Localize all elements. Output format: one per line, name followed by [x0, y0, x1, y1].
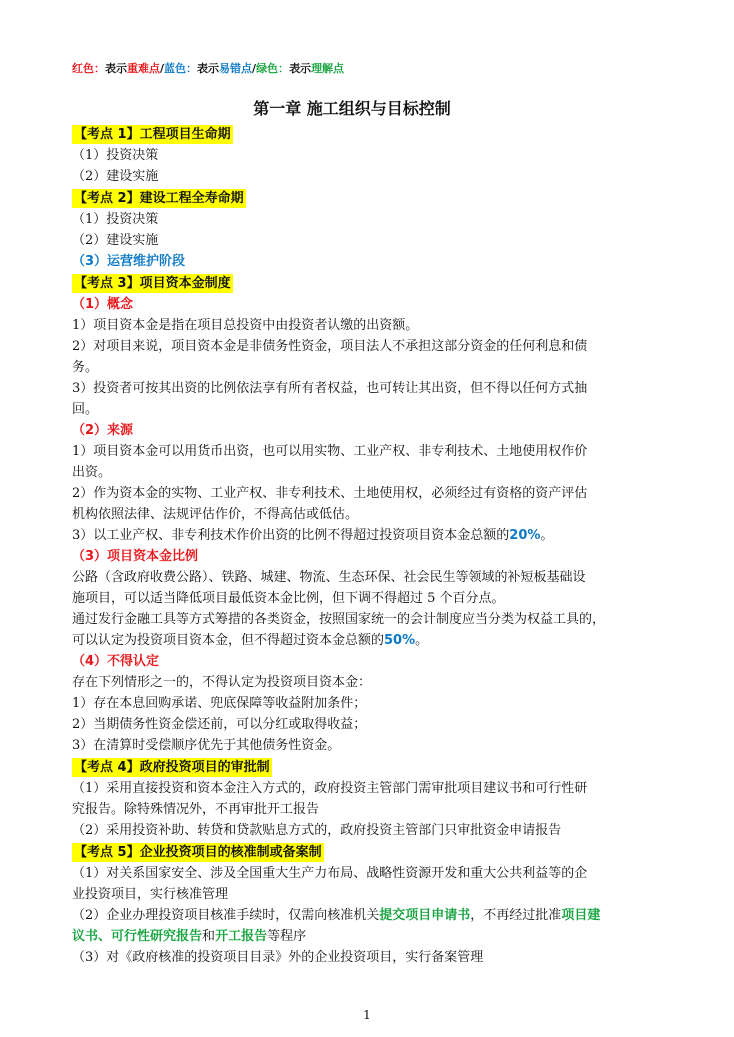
- list-item: （2）建设实施: [72, 233, 159, 248]
- paragraph: 存在下列情形之一的，不得认定为投资项目资本金：: [72, 675, 372, 690]
- legend-green-text: 表示: [289, 62, 312, 75]
- kaodian-2-heading: 【考点 2】建设工程全寿命期: [74, 191, 244, 206]
- paragraph: 回。: [72, 402, 99, 417]
- paragraph: [72, 926, 632, 947]
- paragraph: 业投资项目，实行核准管理: [72, 887, 229, 902]
- paragraph: [72, 525, 632, 546]
- paragraph: 公路（含政府收费公路）、铁路、城建、物流、生态环保、社会民生等领域的补短板基础设: [72, 570, 586, 585]
- paragraph: （1）采用直接投资和资本金注入方式的，政府投资主管部门需审批项目建议书和可行性研: [72, 781, 588, 796]
- kaodian-3-heading: 【考点 3】项目资本金制度: [74, 276, 231, 291]
- paragraph-text: 。: [415, 633, 429, 648]
- paragraph: （3）对《政府核准的投资项目目录》外的企业投资项目，实行备案管理: [72, 950, 484, 965]
- paragraph: 3）投资者可按其出资的比例依法享有所有者权益，也可转让其出资，但不得以任何方式抽: [72, 381, 588, 396]
- paragraph-text: ，不再经过批准: [470, 908, 562, 923]
- paragraph: 2）对项目来说，项目资本金是非债务性资金，项目法人不承担这部分资金的任何利息和债: [72, 339, 588, 354]
- green-highlight: 项目建: [561, 908, 601, 923]
- paragraph: 机构依照法律、法规评估作价，不得高估或低估。: [72, 507, 359, 522]
- paragraph: 2）作为资本金的实物、工业产权、非专利技术、土地使用权，必须经过有资格的资产评估: [72, 486, 588, 501]
- subheading-concept: （1）概念: [72, 297, 134, 312]
- list-item-highlight: （3）运营维护阶段: [72, 254, 186, 269]
- paragraph: 通过发行金融工具等方式筹措的各类资金，按照国家统一的会计制度应当分类为权益工具的，: [72, 612, 606, 627]
- list-item: （2）建设实施: [72, 169, 159, 184]
- document-page: [72, 60, 632, 968]
- paragraph: （1）对关系国家安全、涉及全国重大生产力布局、战略性资源开发和重大公共利益等的企: [72, 866, 588, 881]
- paragraph-text: 可以认定为投资项目资本金，但不得超过资本金总额的: [72, 633, 385, 648]
- paragraph-text: 和: [202, 929, 216, 944]
- subheading-not-recognized: （4）不得认定: [72, 654, 160, 669]
- paragraph-text: （2）企业办理投资项目核准手续时，仅需向核准机关: [72, 908, 380, 923]
- legend-green-name: 绿色：: [256, 62, 290, 75]
- legend-green-key: 理解点: [311, 62, 345, 75]
- list-item: （1）投资决策: [72, 212, 159, 227]
- paragraph: 出资。: [72, 465, 112, 480]
- legend-blue-text: 表示: [197, 62, 220, 75]
- percent-highlight: 50%: [384, 633, 416, 648]
- green-highlight: 可行性研究报告: [111, 929, 203, 944]
- legend-red-name: 红色：: [72, 62, 105, 75]
- legend-red-key: 重难点: [127, 62, 160, 75]
- legend-blue-key: 易错点: [219, 62, 253, 75]
- green-highlight: 开工报告: [215, 929, 268, 944]
- paragraph-text: 等程序: [267, 929, 307, 944]
- subheading-ratio: （3）项目资本金比例: [72, 549, 199, 564]
- subheading-source: （2）来源: [72, 423, 134, 438]
- green-highlight: 、: [98, 929, 112, 944]
- paragraph: 究报告。除特殊情况外，不再审批开工报告: [72, 802, 320, 817]
- legend-sep: /: [252, 62, 257, 75]
- page-number: 1: [363, 1008, 371, 1022]
- color-legend: [72, 60, 632, 76]
- paragraph: [72, 905, 632, 926]
- paragraph: [72, 630, 632, 651]
- kaodian-4-heading: 【考点 4】政府投资项目的审批制: [74, 760, 270, 775]
- green-highlight: 议书: [72, 929, 99, 944]
- paragraph: 务。: [72, 360, 99, 375]
- percent-highlight: 20%: [509, 528, 541, 543]
- paragraph: 1）存在本息回购承诺、兜底保障等收益附加条件；: [72, 696, 367, 711]
- kaodian-5-heading: 【考点 5】企业投资项目的核准制或备案制: [74, 845, 322, 860]
- paragraph: 1）项目资本金是指在项目总投资中由投资者认缴的出资额。: [72, 318, 419, 333]
- paragraph: （2）采用投资补助、转贷和贷款贴息方式的，政府投资主管部门只审批资金申请报告: [72, 823, 562, 838]
- paragraph-text: 。: [540, 528, 554, 543]
- legend-blue-name: 蓝色：: [164, 62, 198, 75]
- paragraph: 3）在清算时受偿顺序优先于其他债务性资金。: [72, 738, 341, 753]
- list-item: （1）投资决策: [72, 148, 159, 163]
- paragraph: 2）当期债务性资金偿还前，可以分红或取得收益；: [72, 717, 367, 732]
- paragraph: 施项目，可以适当降低项目最低资本金比例，但下调不得超过 5 个百分点。: [72, 591, 505, 606]
- chapter-title: 第一章 施工组织与目标控制: [253, 99, 451, 118]
- paragraph-text: 3）以工业产权、非专利技术作价出资的比例不得超过投资项目资本金总额的: [72, 528, 510, 543]
- legend-sep: /: [160, 62, 165, 75]
- kaodian-1-heading: 【考点 1】工程项目生命期: [74, 127, 231, 142]
- green-highlight: 提交项目申请书: [379, 908, 471, 923]
- legend-red-text: 表示: [105, 62, 127, 75]
- paragraph: 1）项目资本金可以用货币出资，也可以用实物、工业产权、非专利技术、土地使用权作价: [72, 444, 588, 459]
